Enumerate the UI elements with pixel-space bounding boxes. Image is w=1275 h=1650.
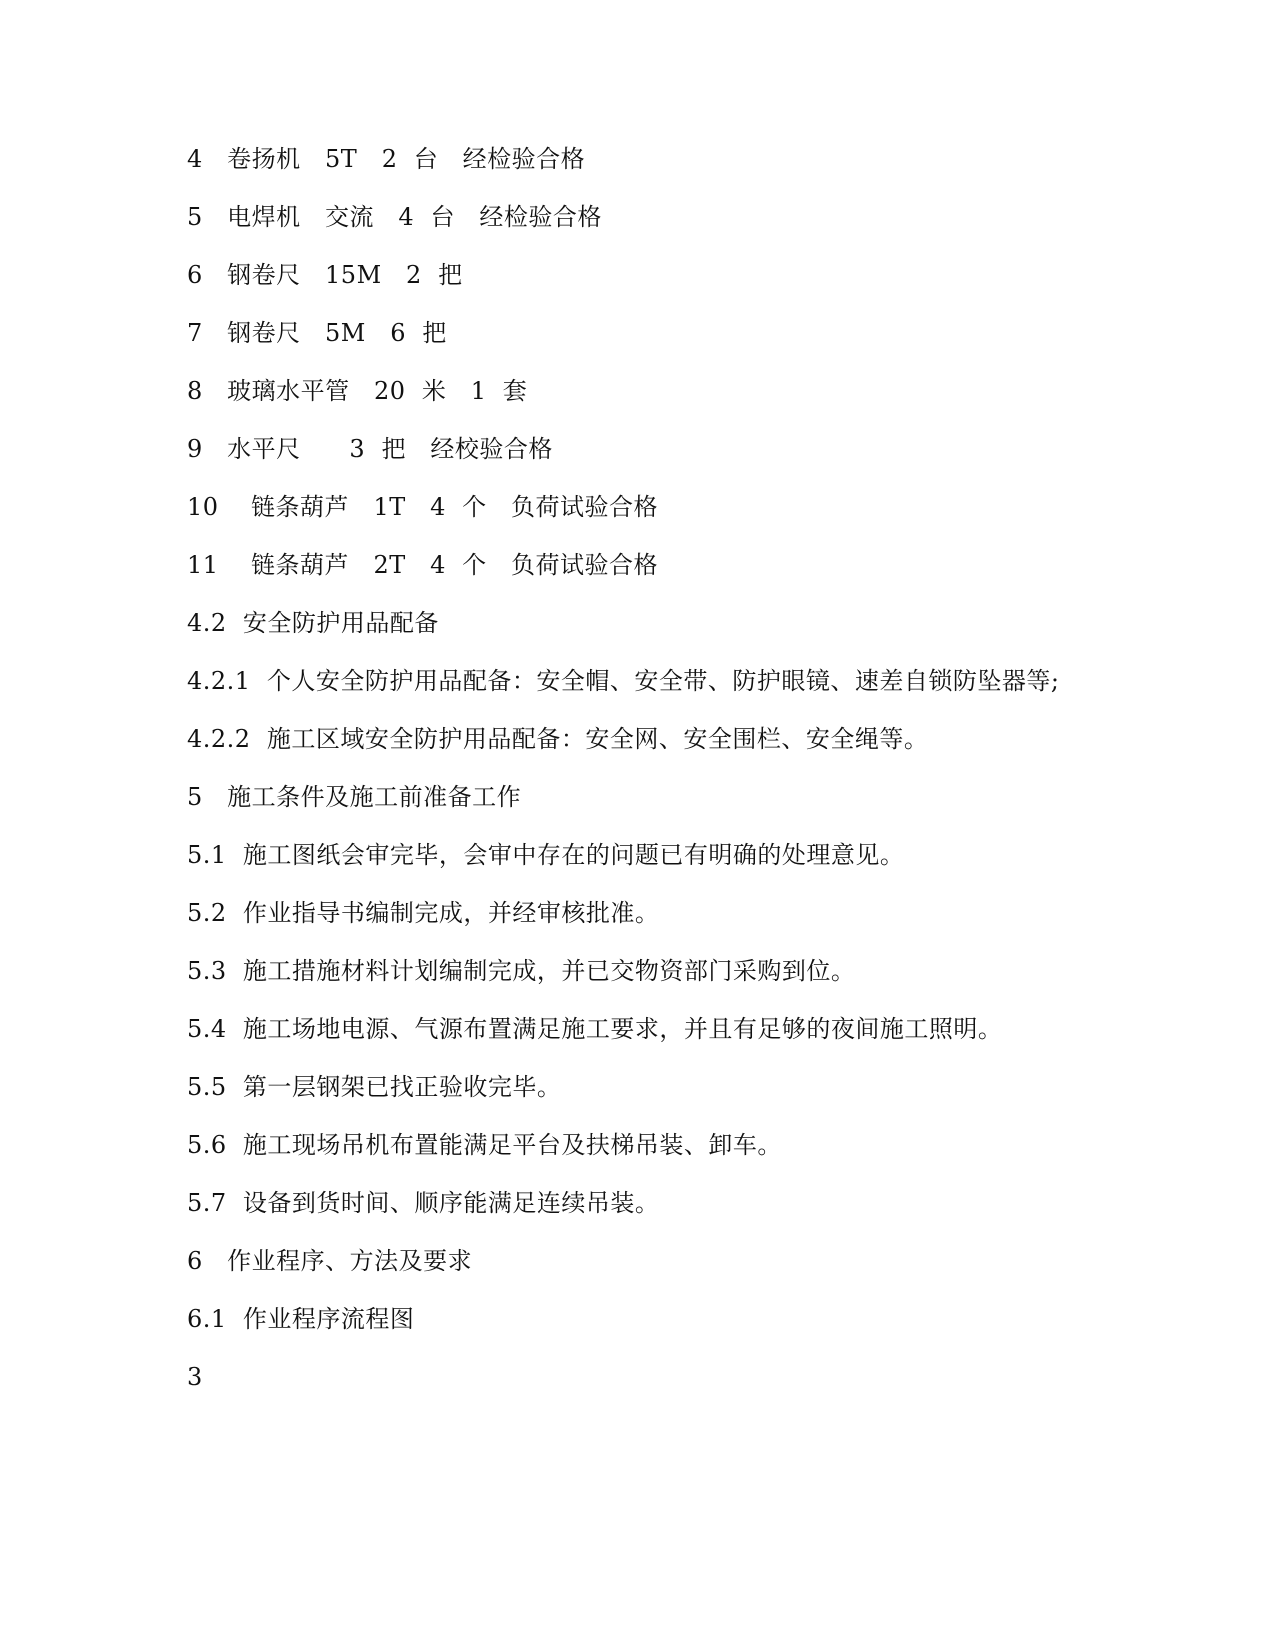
paragraph-5-6: 5.6 施工现场吊机布置能满足平台及扶梯吊装、卸车。	[187, 1131, 782, 1159]
paragraph-5-1: 5.1 施工图纸会审完毕，会审中存在的问题已有明确的处理意见。	[187, 841, 905, 869]
page-number: 3	[187, 1363, 203, 1391]
paragraph-5-2: 5.2 作业指导书编制完成，并经审核批准。	[187, 899, 660, 927]
paragraph-5-4: 5.4 施工场地电源、气源布置满足施工要求，并且有足够的夜间施工照明。	[187, 1015, 1003, 1043]
equipment-row-9: 9 水平尺 3 把 经校验合格	[187, 435, 553, 463]
equipment-row-5: 5 电焊机 交流 4 台 经检验合格	[187, 203, 602, 231]
paragraph-5-7: 5.7 设备到货时间、顺序能满足连续吊装。	[187, 1189, 660, 1217]
equipment-row-7: 7 钢卷尺 5M 6 把	[187, 319, 447, 347]
paragraph-5-3: 5.3 施工措施材料计划编制完成，并已交物资部门采购到位。	[187, 957, 856, 985]
equipment-row-8: 8 玻璃水平管 20 米 1 套	[187, 377, 528, 405]
section-heading-6: 6 作业程序、方法及要求	[187, 1247, 473, 1275]
equipment-row-11: 11 链条葫芦 2T 4 个 负荷试验合格	[187, 551, 659, 579]
paragraph-4-2-1: 4.2.1 个人安全防护用品配备：安全帽、安全带、防护眼镜、速差自锁防坠器等;	[187, 667, 1060, 695]
section-heading-5: 5 施工条件及施工前准备工作	[187, 783, 522, 811]
equipment-row-10: 10 链条葫芦 1T 4 个 负荷试验合格	[187, 493, 659, 521]
section-heading-4-2: 4.2 安全防护用品配备	[187, 609, 439, 637]
equipment-row-6: 6 钢卷尺 15M 2 把	[187, 261, 463, 289]
paragraph-4-2-2: 4.2.2 施工区域安全防护用品配备：安全网、安全围栏、安全绳等。	[187, 725, 929, 753]
paragraph-5-5: 5.5 第一层钢架已找正验收完毕。	[187, 1073, 562, 1101]
equipment-row-4: 4 卷扬机 5T 2 台 经检验合格	[187, 145, 586, 173]
section-heading-6-1: 6.1 作业程序流程图	[187, 1305, 415, 1333]
